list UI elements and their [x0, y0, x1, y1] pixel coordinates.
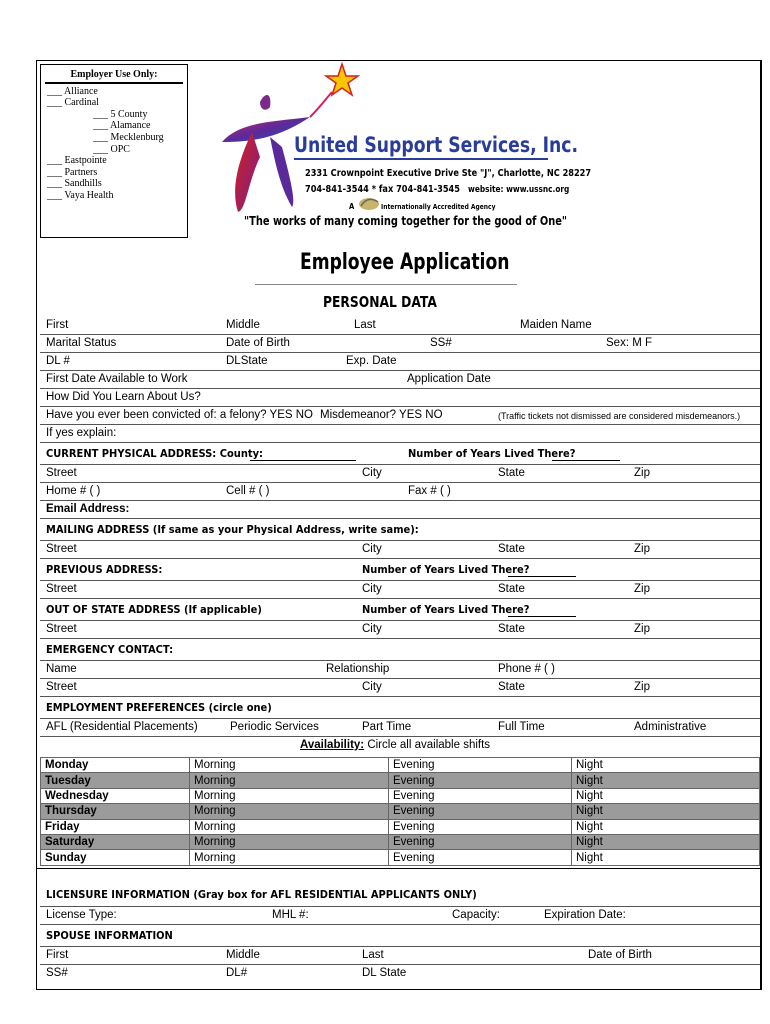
shift-morning[interactable]: Morning — [190, 850, 389, 865]
availability-row — [41, 758, 760, 773]
table-row — [40, 886, 760, 907]
employer-use-title: Employer Use Only: — [45, 69, 183, 84]
shift-night[interactable]: Night — [572, 773, 760, 788]
city-label: City — [362, 543, 382, 555]
company-phone: 704-841-3544 * fax 704-841-3545 — [305, 184, 460, 195]
spouse-title: SPOUSE INFORMATION — [46, 929, 173, 942]
employer-option[interactable]: ___ Cardinal — [47, 97, 99, 109]
shift-morning[interactable]: Morning — [190, 788, 389, 803]
zip-label: Zip — [634, 583, 650, 595]
dl-label: DL # — [46, 355, 70, 367]
shift-evening[interactable]: Evening — [389, 804, 572, 819]
shift-morning[interactable]: Morning — [190, 773, 389, 788]
company-name: United Support Services, Inc. — [294, 133, 579, 157]
shift-evening[interactable]: Evening — [389, 758, 572, 773]
mailing-address-title: MAILING ADDRESS (If same as your Physical Address, write same): — [46, 523, 419, 536]
emergency-title: EMERGENCY CONTACT: — [46, 643, 174, 656]
state-label: State — [498, 583, 525, 595]
dob-label: Date of Birth — [226, 337, 290, 349]
shift-night[interactable]: Night — [572, 819, 760, 834]
shift-evening[interactable]: Evening — [389, 773, 572, 788]
table-row — [40, 520, 760, 541]
shift-morning[interactable]: Morning — [190, 834, 389, 849]
dlstate-label: DLState — [226, 355, 268, 367]
table-row — [40, 906, 760, 925]
exp-date-label: Exp. Date — [346, 355, 397, 367]
home-phone-label: Home # ( ) — [46, 485, 101, 497]
option-part-time[interactable]: Part Time — [362, 721, 412, 733]
mhl-label: MHL #: — [272, 909, 309, 921]
middle-name-label: Middle — [226, 319, 260, 331]
misdemeanor-label: Misdemeanor? YES NO — [320, 409, 443, 421]
state-label: State — [498, 467, 525, 479]
traffic-note: (Traffic tickets not dismissed are considered misdemeanors.) — [498, 411, 741, 421]
years-line — [508, 616, 576, 617]
day-label: Saturday — [41, 834, 190, 849]
agency-text: Internationally Accredited Agency — [381, 203, 496, 211]
option-full-time[interactable]: Full Time — [498, 721, 545, 733]
employer-sub-option[interactable]: ___ 5 County — [93, 108, 148, 120]
option-periodic[interactable]: Periodic Services — [230, 721, 319, 733]
employment-preferences-title: EMPLOYMENT PREFERENCES (circle one) — [46, 701, 272, 714]
city-label: City — [362, 623, 382, 635]
street-label: Street — [46, 623, 77, 635]
table-row — [40, 926, 760, 947]
city-label: City — [362, 583, 382, 595]
out-of-state-years-label: Number of Years Lived There? — [362, 603, 530, 616]
spouse-dlstate-label: DL State — [362, 967, 407, 979]
table-row — [40, 316, 760, 335]
state-label: State — [498, 681, 525, 693]
shift-night[interactable]: Night — [572, 758, 760, 773]
spouse-ss-label: SS# — [46, 967, 68, 979]
form-title: Employee Application — [300, 250, 510, 275]
table-row — [40, 600, 760, 621]
explain-label: If yes explain: — [46, 427, 117, 439]
spouse-middle-label: Middle — [226, 949, 260, 961]
availability-row — [41, 819, 760, 834]
table-row — [40, 424, 760, 443]
table-row — [40, 718, 760, 737]
out-of-state-title: OUT OF STATE ADDRESS (If applicable) — [46, 603, 262, 616]
shift-night[interactable]: Night — [572, 788, 760, 803]
employer-sub-option[interactable]: ___ Alamance — [93, 120, 151, 132]
table-row — [40, 540, 760, 559]
street-label: Street — [46, 583, 77, 595]
company-address: 2331 Crownpoint Executive Drive Ste "J", Charlotte, NC 28227 — [305, 168, 592, 179]
employer-option[interactable]: ___ Eastpointe — [47, 155, 107, 167]
employer-option[interactable]: ___ Vaya Health — [47, 189, 114, 201]
city-label: City — [362, 467, 382, 479]
previous-years-label: Number of Years Lived There? — [362, 563, 530, 576]
availability-row — [41, 804, 760, 819]
table-row — [40, 334, 760, 353]
spouse-dob-label: Date of Birth — [588, 949, 652, 961]
state-label: State — [498, 623, 525, 635]
zip-label: Zip — [634, 623, 650, 635]
availability-row — [41, 834, 760, 849]
shift-evening[interactable]: Evening — [389, 788, 572, 803]
table-row — [40, 482, 760, 501]
application-date-label: Application Date — [407, 373, 491, 385]
street-label: Street — [46, 681, 77, 693]
name-label: Name — [46, 663, 77, 675]
table-row — [40, 678, 760, 697]
felony-label: Have you ever been convicted of: a felony? YES NO — [46, 409, 313, 421]
day-label: Tuesday — [41, 773, 190, 788]
marital-status-label: Marital Status — [46, 337, 117, 349]
zip-label: Zip — [634, 681, 650, 693]
sex-label: Sex: M F — [606, 337, 653, 349]
availability-row — [41, 773, 760, 788]
capacity-label: Capacity: — [452, 909, 500, 921]
relationship-label: Relationship — [326, 663, 390, 675]
availability-text: Circle all available shifts — [364, 739, 491, 751]
ss-label: SS# — [430, 337, 452, 349]
employer-use-box — [40, 64, 188, 238]
availability-line — [300, 739, 490, 751]
employer-option[interactable]: ___ Alliance — [47, 85, 98, 97]
table-row — [40, 946, 760, 965]
expiration-label: Expiration Date: — [544, 909, 626, 921]
table-row — [40, 464, 760, 483]
licensure-title: LICENSURE INFORMATION (Gray box for AFL RESIDENTIAL APPLICANTS ONLY) — [46, 888, 477, 901]
day-label: Thursday — [41, 804, 190, 819]
table-row — [40, 964, 760, 982]
zip-label: Zip — [634, 543, 650, 555]
physical-address-title: CURRENT PHYSICAL ADDRESS: County: — [46, 447, 264, 460]
day-label: Monday — [41, 758, 190, 773]
physical-years-label: Number of Years Lived There? — [408, 447, 576, 460]
county-line — [250, 460, 356, 461]
table-row — [40, 580, 760, 599]
spouse-last-label: Last — [362, 949, 384, 961]
employer-sub-option[interactable]: ___ Mecklenburg — [93, 131, 164, 143]
street-label: Street — [46, 467, 77, 479]
availability-row — [41, 788, 760, 803]
first-name-label: First — [46, 319, 69, 331]
table-row — [40, 620, 760, 639]
table-row — [40, 660, 760, 679]
shift-evening[interactable]: Evening — [389, 819, 572, 834]
cell-phone-label: Cell # ( ) — [226, 485, 270, 497]
shift-evening[interactable]: Evening — [389, 850, 572, 865]
table-row — [40, 560, 760, 581]
shift-night[interactable]: Night — [572, 804, 760, 819]
fax-label: Fax # ( ) — [408, 485, 451, 497]
day-label: Friday — [41, 819, 190, 834]
years-line — [552, 460, 620, 461]
title-rule — [255, 284, 517, 285]
table-row — [40, 388, 760, 407]
availability-table — [40, 757, 760, 866]
shift-night[interactable]: Night — [572, 834, 760, 849]
learn-label: How Did You Learn About Us? — [46, 391, 201, 403]
employer-option[interactable]: ___ Sandhills — [47, 178, 102, 190]
availability-row — [41, 850, 760, 865]
spouse-dl-label: DL# — [226, 967, 248, 979]
license-type-label: License Type: — [46, 909, 117, 921]
availability-label: Availability: — [300, 739, 365, 751]
previous-address-title: PREVIOUS ADDRESS: — [46, 563, 163, 576]
table-row — [40, 352, 760, 371]
table-row — [40, 640, 760, 661]
years-line — [508, 576, 576, 577]
shift-morning[interactable]: Morning — [190, 819, 389, 834]
personal-data-title: PERSONAL DATA — [323, 293, 437, 311]
state-label: State — [498, 543, 525, 555]
last-name-label: Last — [354, 319, 376, 331]
option-afl[interactable]: AFL (Residential Placements) — [46, 721, 198, 733]
city-label: City — [362, 681, 382, 693]
day-label: Wednesday — [41, 788, 190, 803]
shift-night[interactable]: Night — [572, 850, 760, 865]
phone-label: Phone # ( ) — [498, 663, 555, 675]
maiden-name-label: Maiden Name — [520, 319, 592, 331]
street-label: Street — [46, 543, 77, 555]
shift-evening[interactable]: Evening — [389, 834, 572, 849]
section-divider — [36, 868, 762, 869]
agency-prefix: A — [349, 202, 355, 211]
option-administrative[interactable]: Administrative — [634, 721, 707, 733]
table-row — [40, 370, 760, 389]
coa-logo-icon — [358, 196, 380, 212]
employer-option[interactable]: ___ Partners — [47, 166, 98, 178]
company-name-underline — [294, 158, 548, 160]
company-website: website: www.ussnc.org — [468, 185, 570, 195]
day-label: Sunday — [41, 850, 190, 865]
employer-sub-option[interactable]: ___ OPC — [93, 143, 130, 155]
email-label: Email Address: — [46, 503, 130, 515]
table-row — [40, 698, 760, 719]
zip-label: Zip — [634, 467, 650, 479]
table-row — [40, 500, 760, 519]
shift-morning[interactable]: Morning — [190, 804, 389, 819]
shift-morning[interactable]: Morning — [190, 758, 389, 773]
table-row — [40, 406, 760, 425]
table-row — [40, 444, 760, 465]
spouse-first-label: First — [46, 949, 69, 961]
company-motto: "The works of many coming together for the good of One" — [244, 214, 568, 228]
first-available-label: First Date Available to Work — [46, 373, 188, 385]
